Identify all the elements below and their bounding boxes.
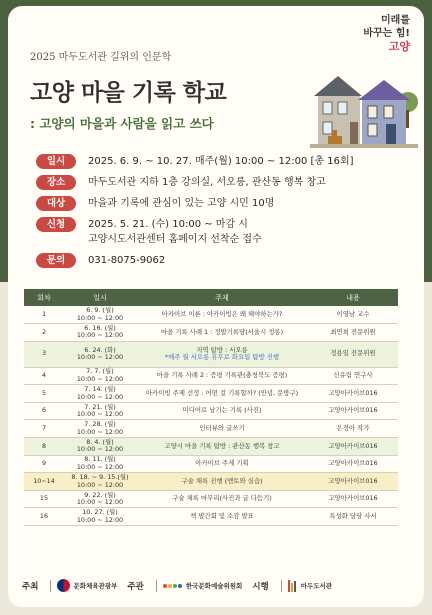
info-label: 장소 <box>36 175 76 190</box>
session-number: 9 <box>24 455 64 473</box>
session-number: 5 <box>24 385 64 403</box>
program-tagline: : 고양의 마을과 사람을 읽고 쓰다 <box>30 116 214 131</box>
session-date: 7. 21. (월) <box>84 402 116 411</box>
host-org-name: 문화체육관광부 <box>73 582 118 590</box>
session-datetime <box>64 508 136 526</box>
table-row <box>24 455 398 473</box>
session-date: 8. 11. (월) <box>84 455 116 464</box>
info-label: 일시 <box>36 154 76 169</box>
session-date: 7. 28. (월) <box>84 420 116 429</box>
session-speaker: 고양아카이브016 <box>308 402 398 420</box>
session-date: 8. 4. (월) <box>86 437 114 446</box>
session-speaker: 고양아카이브016 <box>308 385 398 403</box>
session-datetime <box>64 341 136 367</box>
column-header: 일시 <box>64 289 136 306</box>
session-speaker: 고양아카이브016 <box>308 438 398 456</box>
info-row-target <box>36 196 406 211</box>
info-value: 마을과 기록에 관심이 있는 고양 시민 10명 <box>88 198 275 209</box>
session-number: 4 <box>24 367 64 385</box>
session-date: 8. 18. ~ 9. 15.(월) <box>71 473 129 482</box>
session-date: 7. 14. (월) <box>84 385 116 394</box>
session-time: 10:00 ~ 12:00 <box>76 462 124 471</box>
session-number: 7 <box>24 420 64 438</box>
session-time: 10:00 ~ 12:00 <box>76 374 124 383</box>
session-date: 6. 24. (화) <box>84 345 116 354</box>
session-time: 10:00 ~ 12:00 <box>76 445 124 454</box>
table-row <box>24 341 398 367</box>
program-subtitle: 2025 마두도서관 길위의 인문학 <box>30 52 172 63</box>
table-row <box>24 367 398 385</box>
executor-label: 시행 <box>252 581 269 592</box>
session-topic: 아카이브 이론 : 아카이빙은 왜 해야하는가? <box>136 306 308 324</box>
divider <box>156 580 157 592</box>
table-row <box>24 473 398 491</box>
organizer-org-name: 한국문화예술위원회 <box>185 582 243 590</box>
session-datetime <box>64 490 136 508</box>
session-topic-text: 지역 탐방 : 서오릉 <box>196 345 248 354</box>
session-time: 10:00 ~ 12:00 <box>76 392 124 401</box>
table-header-row <box>24 289 398 306</box>
organizer-org <box>163 581 243 590</box>
session-time: 10:00 ~ 12:00 <box>76 331 124 340</box>
session-speaker: 이영남 교수 <box>308 306 398 324</box>
session-topic <box>136 341 308 367</box>
session-datetime <box>64 324 136 342</box>
goyang-slogan <box>363 14 410 53</box>
session-time: 10:00 ~ 12:00 <box>76 410 124 419</box>
session-number: 15 <box>24 490 64 508</box>
table-row <box>24 385 398 403</box>
info-row-location <box>36 175 406 190</box>
sponsor-footer <box>22 579 402 592</box>
session-datetime <box>64 367 136 385</box>
session-topic: 마을 기록 사례 2 : 증평 기록관(충청북도 증평) <box>136 367 308 385</box>
executor-org-name: 마두도서관 <box>300 582 333 590</box>
session-datetime <box>64 385 136 403</box>
session-speaker: 특성화 담당 사서 <box>308 508 398 526</box>
info-row-apply <box>36 217 406 247</box>
government-emblem-icon <box>57 579 70 592</box>
divider <box>281 580 282 592</box>
table-row <box>24 438 398 456</box>
session-number: 6 <box>24 402 64 420</box>
session-speaker: 고양아카이브016 <box>308 473 398 491</box>
session-time: 10:00 ~ 12:00 <box>76 313 124 322</box>
session-number: 1 <box>24 306 64 324</box>
house-illustration-icon <box>308 66 420 156</box>
session-number: 16 <box>24 508 64 526</box>
session-topic: 구술 채록 진행 (멘토와 실습) <box>136 473 308 491</box>
table-row <box>24 402 398 420</box>
session-time: 10:00 ~ 12:00 <box>76 480 124 489</box>
contact-phone: 031-8075-9062 <box>88 255 166 266</box>
program-info-list <box>36 154 406 274</box>
host-label: 주최 <box>22 581 39 592</box>
info-row-schedule <box>36 154 406 169</box>
session-topic: 고양시 마을 기록 탐방 : 관산동 행복 창고 <box>136 438 308 456</box>
info-value-line2: 고양시도서관센터 홈페이지 선착순 접수 <box>88 234 262 245</box>
info-label: 문의 <box>36 253 76 268</box>
column-header: 내용 <box>308 289 398 306</box>
arts-council-logo-icon <box>163 584 183 588</box>
slogan-brand: 고양 <box>388 40 410 53</box>
session-topic: 인터뷰와 글쓰기 <box>136 420 308 438</box>
session-datetime <box>64 306 136 324</box>
session-topic: 구술 채록 마무리(사진과 글 다듬기) <box>136 490 308 508</box>
table-row <box>24 420 398 438</box>
session-date: 6. 9. (월) <box>86 306 114 315</box>
session-speaker: 은정아 작가 <box>308 420 398 438</box>
session-speaker: 정용일 전문위원 <box>308 341 398 367</box>
session-speaker: 고양아카이브016 <box>308 455 398 473</box>
session-speaker: 신유림 연구사 <box>308 367 398 385</box>
library-logo-icon <box>288 580 297 592</box>
organizer-label: 주관 <box>127 581 144 592</box>
session-number: 10~14 <box>24 473 64 491</box>
session-topic: 마을 기록 사례 1 : 정발기록담(서울시 정릉) <box>136 324 308 342</box>
info-label: 신청 <box>36 217 76 232</box>
info-value: 마두도서관 지하 1층 강의실, 서오릉, 관산동 행복 창고 <box>88 177 326 188</box>
session-time: 10:00 ~ 12:00 <box>76 498 124 507</box>
session-speaker: 고양아카이브016 <box>308 490 398 508</box>
schedule-table <box>24 289 398 526</box>
session-datetime <box>64 402 136 420</box>
session-time: 10:00 ~ 12:00 <box>76 427 124 436</box>
page-title: 고양 마을 기록 학교 <box>30 80 227 106</box>
session-speaker: 최연희 전문위원 <box>308 324 398 342</box>
session-topic-note: *매주 월 서오릉 휴무로 화요일 탐방 진행 <box>164 353 280 362</box>
session-date: 10. 27. (월) <box>82 508 118 517</box>
session-topic: 아카이빙 주제 선정 : 어떤 걸 기록할까? (안녕, 문방구) <box>136 385 308 403</box>
host-org <box>57 579 117 592</box>
info-label: 대상 <box>36 196 76 211</box>
table-row <box>24 306 398 324</box>
session-datetime <box>64 420 136 438</box>
session-datetime <box>64 473 136 491</box>
slogan-line1: 미래를 <box>381 15 410 26</box>
session-date: 9. 22. (월) <box>84 490 116 499</box>
table-row <box>24 324 398 342</box>
session-time: 10:00 ~ 12:00 <box>76 515 124 524</box>
session-datetime <box>64 438 136 456</box>
column-header: 주제 <box>136 289 308 306</box>
slogan-line2: 바꾸는 힘! <box>363 28 410 39</box>
column-header: 회차 <box>24 289 64 306</box>
info-row-contact <box>36 253 406 268</box>
session-topic: 미디어로 남기는 기록 (사진) <box>136 402 308 420</box>
session-topic: 아카이브 주제 기획 <box>136 455 308 473</box>
session-date: 7. 7. (월) <box>86 367 114 376</box>
session-topic: 책 발간회 및 소감 발표 <box>136 508 308 526</box>
info-value <box>88 217 262 247</box>
session-date: 6. 16. (월) <box>84 323 116 332</box>
session-number: 3 <box>24 341 64 367</box>
info-value-line1: 2025. 5. 21. (수) 10:00 ~ 마감 시 <box>88 219 248 230</box>
executor-org <box>288 580 332 592</box>
info-value: 2025. 6. 9. ~ 10. 27. 매주(월) 10:00 ~ 12:00 [총 16회] <box>88 156 354 167</box>
session-number: 8 <box>24 438 64 456</box>
divider <box>50 580 51 592</box>
session-number: 2 <box>24 324 64 342</box>
table-row <box>24 508 398 526</box>
table-row <box>24 490 398 508</box>
session-time: 10:00 ~ 12:00 <box>76 353 124 362</box>
session-datetime <box>64 455 136 473</box>
